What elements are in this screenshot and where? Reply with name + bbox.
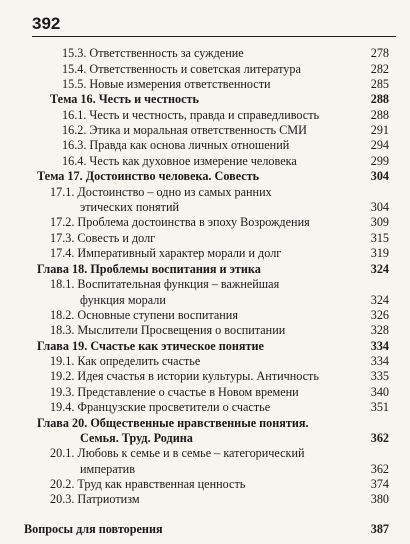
toc-heading-title: Тема 17. Достоинство человека. Совесть [37, 169, 260, 183]
toc-entry-page: 328 [370, 323, 389, 337]
toc-entry-page: 326 [370, 308, 389, 322]
toc-heading-title: Глава 18. Проблемы воспитания и этика [37, 262, 261, 276]
toc-entry-title: 18.1. Воспитательная функция – важнейшая [50, 277, 280, 291]
toc-entry-page: 315 [370, 231, 389, 245]
toc-entry-page: 335 [370, 369, 389, 383]
toc-entry-title: 17.2. Проблема достоинства в эпоху Возрождения [50, 215, 310, 229]
toc-entry-title: 15.5. Новые измерения ответственности [62, 77, 271, 91]
toc-entry-page: 351 [370, 400, 389, 414]
toc-entry-page: 380 [370, 492, 389, 506]
toc-entry-title: 20.2. Труд как нравственная ценность [50, 477, 246, 491]
toc-entry-title: 17.3. Совесть и долг [50, 231, 156, 245]
toc-entry-page: 288 [370, 108, 389, 122]
toc-heading-title: Семья. Труд. Родина [80, 431, 193, 445]
toc-entry-title: 18.3. Мыслители Просвещения о воспитании [50, 323, 286, 337]
toc-entry-title: функция морали [80, 293, 166, 307]
toc-heading-title: Вопросы для повторения [24, 522, 163, 536]
toc-heading-title: Глава 20. Общественные нравственные понятия. [37, 416, 309, 430]
toc-heading-page: 304 [370, 169, 389, 183]
toc-entry-title: 17.1. Достоинство – одно из самых ранних [50, 185, 272, 199]
toc-entry-title: 16.3. Правда как основа личных отношений [62, 138, 290, 152]
toc-heading-page: 324 [370, 262, 389, 276]
toc-entry-title: 20.3. Патриотизм [50, 492, 140, 506]
toc-entry-title: 18.2. Основные ступени воспитания [50, 308, 238, 322]
toc-entry-page: 324 [370, 293, 389, 307]
toc-entry-page: 291 [370, 123, 389, 137]
toc-entry-page: 285 [370, 77, 389, 91]
toc-entry-page: 334 [370, 354, 389, 368]
toc-entry-page: 294 [370, 138, 389, 152]
toc-entry-page: 299 [370, 154, 389, 168]
toc-entry-title: этических понятий [80, 200, 180, 214]
toc-entry-title: 16.1. Честь и честность, правда и справедливость [62, 108, 320, 122]
toc-entry-page: 340 [370, 385, 389, 399]
toc-entry-page: 304 [370, 200, 389, 214]
toc-heading-page: 334 [370, 339, 389, 353]
toc-entry-title: 16.4. Честь как духовное измерение человека [62, 154, 297, 168]
toc-entry-title: 19.1. Как определить счастье [50, 354, 201, 368]
toc-entry-title: 19.4. Французские просветители о счастье [50, 400, 271, 414]
toc-entry-page: 374 [370, 477, 389, 491]
page-number: 392 [32, 14, 61, 33]
toc-heading-page: 387 [370, 522, 389, 536]
toc-entry-title: 16.2. Этика и моральная ответственность СМИ [62, 123, 307, 137]
toc-entry-title: 17.4. Императивный характер морали и долг [50, 246, 282, 260]
toc-entry-page: 282 [370, 62, 389, 76]
toc-entry-title: 19.3. Представление о счастье в Новом времени [50, 385, 299, 399]
toc-entry-page: 362 [370, 462, 389, 476]
toc-heading-title: Глава 19. Счастье как этическое понятие [37, 339, 264, 353]
toc-heading-title: Тема 16. Честь и честность [50, 92, 199, 106]
toc-entry-title: 15.4. Ответственность и советская литература [62, 62, 301, 76]
toc-entry-title: императив [80, 462, 135, 476]
header-rule [32, 36, 396, 37]
toc-entry-title: 20.1. Любовь к семье и в семье – категорический [50, 446, 305, 460]
toc-entry-page: 309 [370, 215, 389, 229]
toc-entry-page: 278 [370, 46, 389, 60]
toc-entry-page: 319 [370, 246, 389, 260]
toc-entry-title: 19.2. Идея счастья в истории культуры. Античность [50, 369, 319, 383]
toc-entry-title: 15.3. Ответственность за суждение [62, 46, 244, 60]
toc-heading-page: 288 [370, 92, 389, 106]
toc-heading-page: 362 [370, 431, 389, 445]
